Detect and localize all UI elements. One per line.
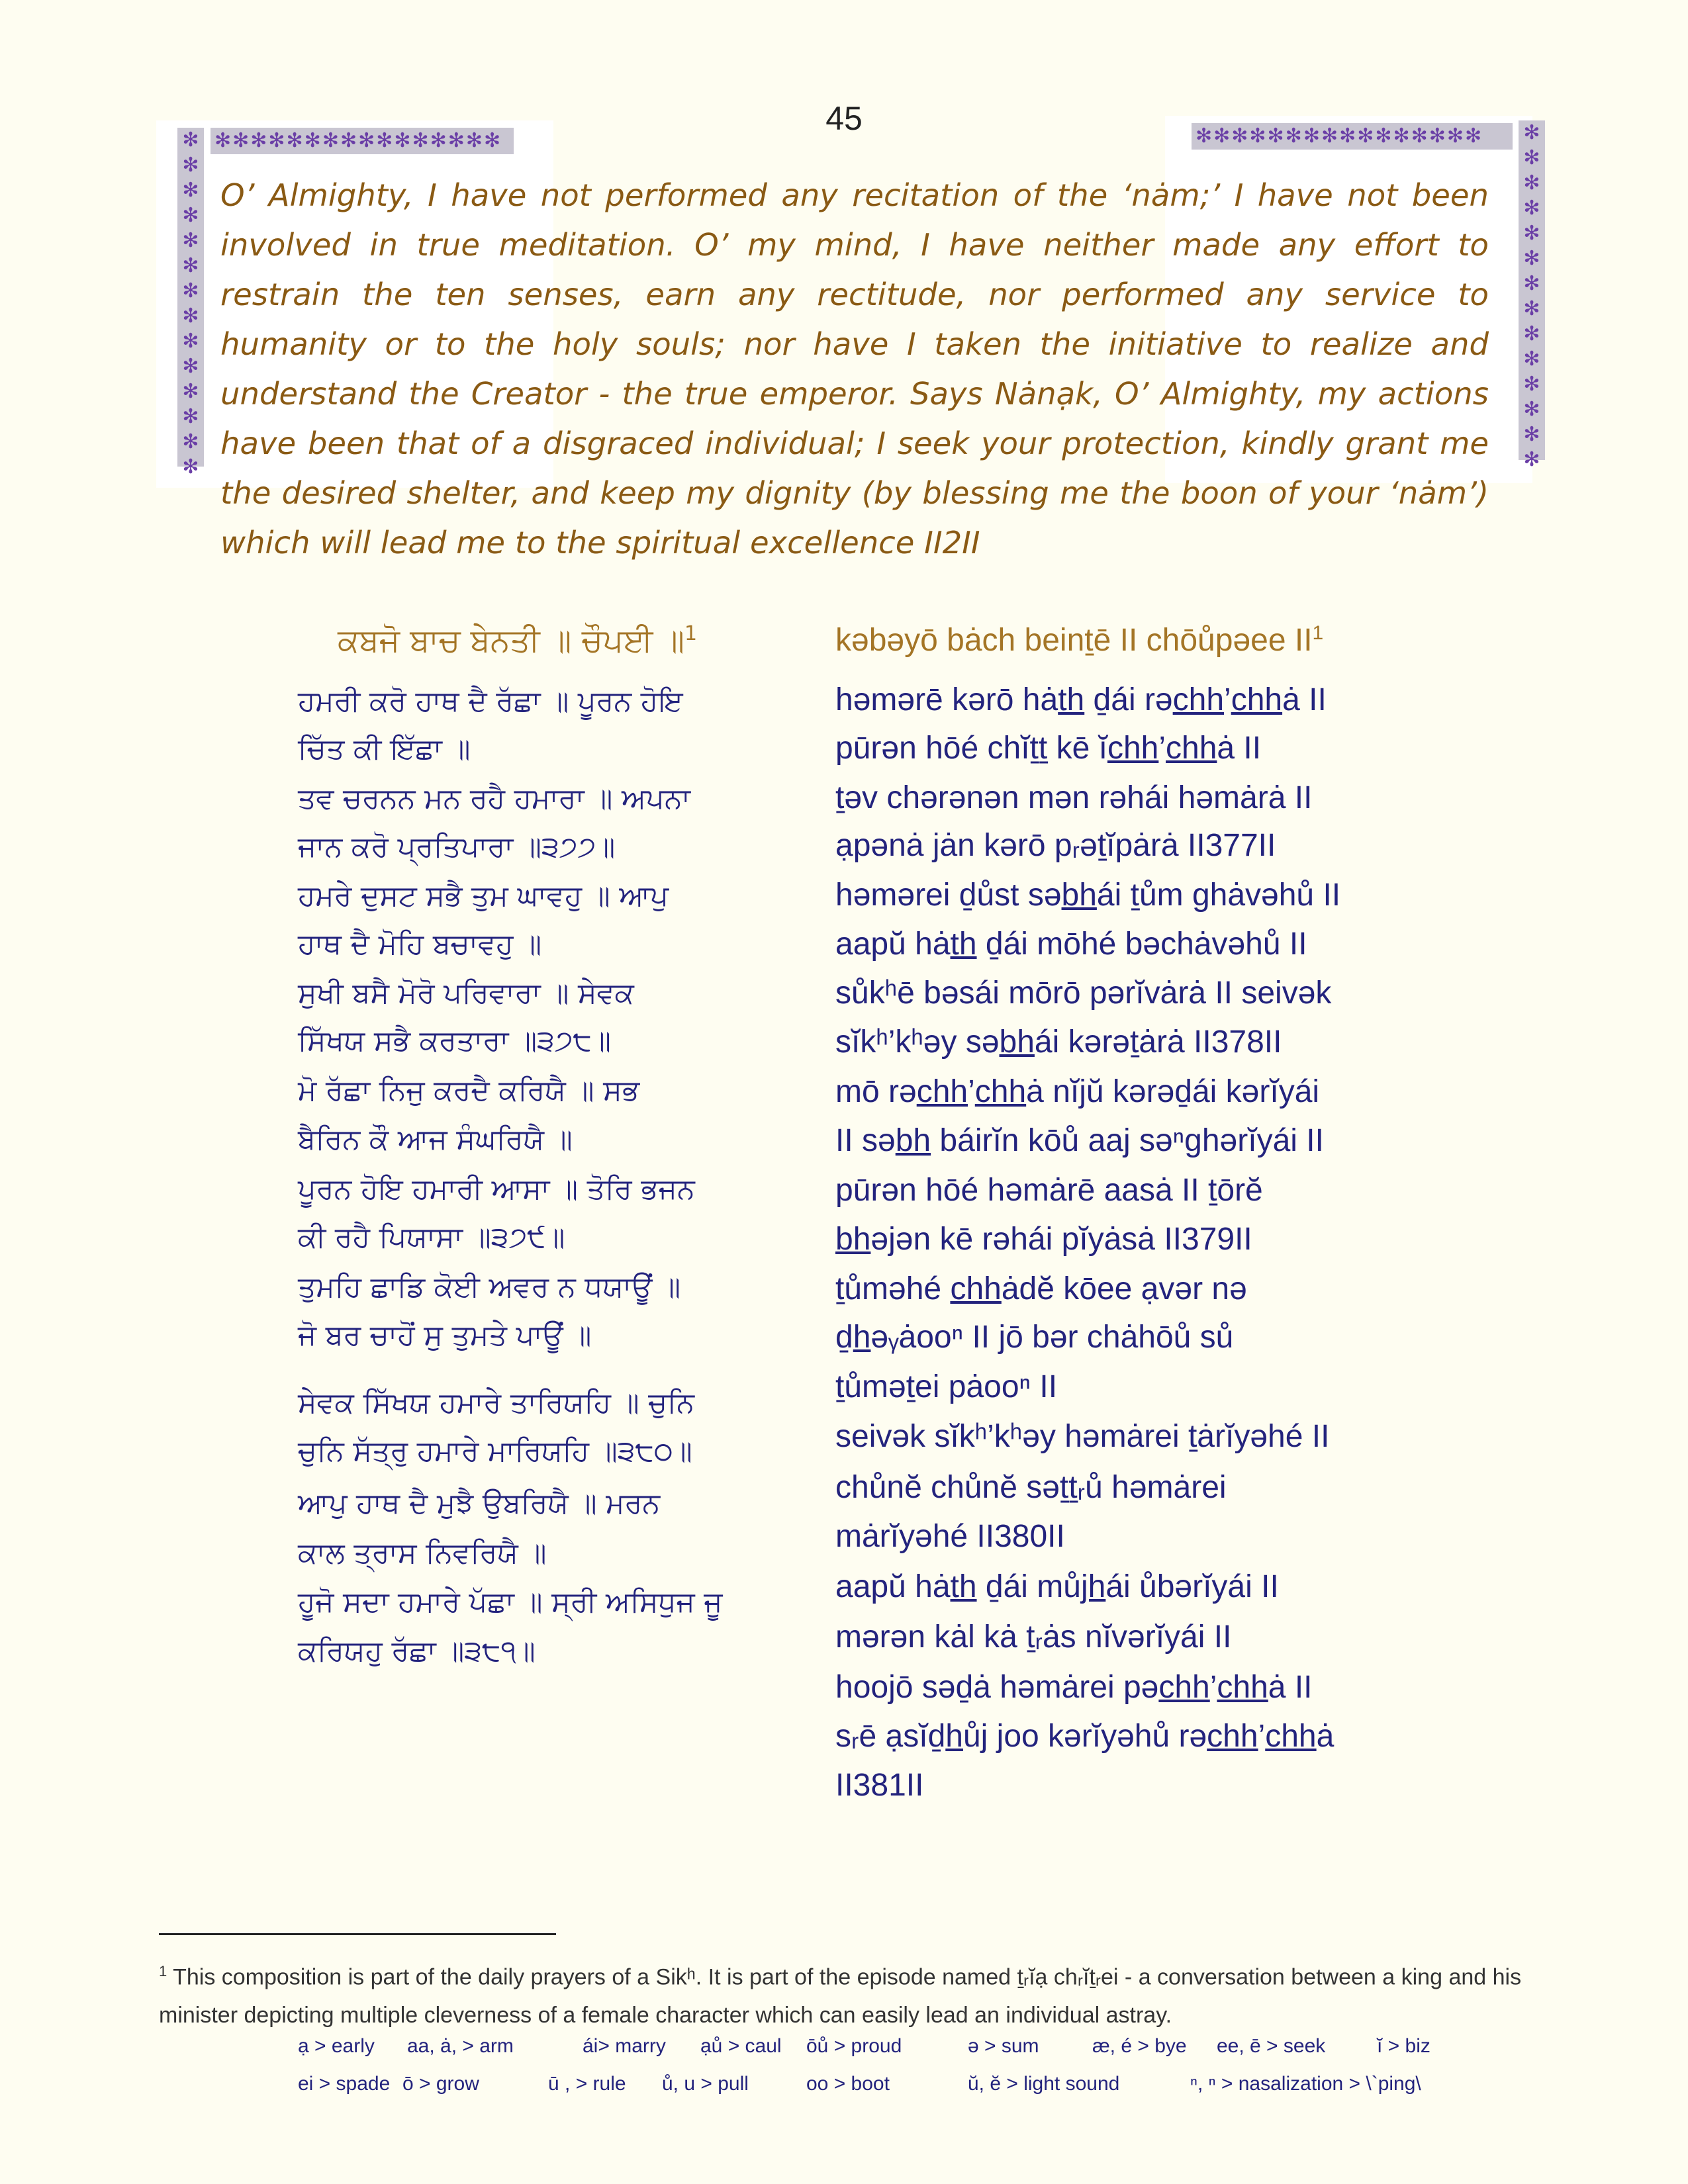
translit-line: aapŭ hȧth ḏái můjhái ůbərĭyái II	[835, 1569, 1279, 1604]
translit-line: ḏhəᵧȧooⁿ II jō bər chȧhōů sů	[835, 1320, 1234, 1355]
gurmukhi-line: ਹਮਰੀ ਕਰੋ ਹਾਥ ਦੈ ਰੱਛਾ ॥ ਪੂਰਨ ਹੋਇ	[298, 685, 683, 718]
gurmukhi-line: ਮੋ ਰੱਛਾ ਨਿਜੁ ਕਰਦੈ ਕਰਿਯੈ ॥ ਸਭ	[298, 1074, 640, 1107]
ornament-left-column: ✻ ✻ ✻ ✻ ✻ ✻ ✻ ✻ ✻ ✻ ✻ ✻ ✻ ✻	[177, 128, 204, 467]
gurmukhi-line: ਤੁਮਹਿ ਛਾਡਿ ਕੋਈ ਅਵਰ ਨ ਧਯਾਊਂ ॥	[298, 1271, 681, 1304]
translit-line: II səbh báirĭn kōů aaj səⁿghərĭyái II	[835, 1123, 1324, 1158]
pronunciation-key-item: oo > boot	[806, 2073, 890, 2095]
gurmukhi-line: ਚੁਨਿ ਸੱਤ੍ਰੁ ਹਮਾਰੇ ਮਾਰਿਯਹਿ ॥੩੮੦॥	[298, 1435, 692, 1468]
translit-line: pūrən hōé chĭṯṯ kē ĭchh’chhȧ II	[835, 731, 1262, 766]
pronunciation-key-item: ō > grow	[402, 2073, 479, 2095]
footnote	[159, 1952, 1536, 2034]
ornament-right-column: ✻ ✻ ✻ ✻ ✻ ✻ ✻ ✻ ✻ ✻ ✻ ✻ ✻ ✻	[1519, 120, 1545, 460]
gurmukhi-line: ਹਾਥ ਦੈ ਮੋਹਿ ਬਚਾਵਹੁ ॥	[298, 928, 542, 961]
translit-line: pūrən hōé həmȧrē aasȧ II ṯōrĕ	[835, 1173, 1263, 1208]
page-number: 45	[825, 100, 863, 137]
translit-line: sůkʰē bəsái mōrō pərĭvȧrȧ II seivək	[835, 976, 1332, 1011]
pronunciation-key-item: ə > sum	[968, 2035, 1039, 2057]
footnote-ref-gurmukhi: 1	[684, 622, 698, 645]
translit-line: aapŭ hȧth ḏái mōhé bəchȧvəhů II	[835, 927, 1307, 962]
gurmukhi-line: ਸੁਖੀ ਬਸੈ ਮੋਰੋ ਪਰਿਵਾਰਾ ॥ ਸੇਵਕ	[298, 977, 634, 1010]
gurmukhi-line: ਚਿੱਤ ਕੀ ਇੱਛਾ ॥	[298, 733, 471, 766]
translit-line: həmərei ḏůst səbhái ṯům ghȧvəhů II	[835, 878, 1341, 913]
gurmukhi-line: ਸੇਵਕ ਸਿੱਖਯ ਹਮਾਰੇ ਤਾਰਿਯਹਿ ॥ ਚੁਨਿ	[298, 1387, 695, 1420]
pronunciation-key-item: ů, u > pull	[662, 2073, 749, 2095]
translit-line: ṯəv chərənən mən rəhái həmȧrȧ II	[835, 780, 1313, 815]
gurmukhi-line: ਬੈਰਿਨ ਕੌ ਆਜ ਸੰਘਰਿਯੈ ॥	[298, 1123, 573, 1156]
pronunciation-key-item: ĭ > biz	[1377, 2035, 1430, 2057]
translit-line: ṯůməṯei pȧooⁿ II	[835, 1369, 1058, 1404]
pronunciation-key-item: ū , > rule	[548, 2073, 626, 2095]
gurmukhi-line: ਕਰਿਯਹੁ ਰੱਛਾ ॥੩੮੧॥	[298, 1635, 536, 1668]
heading-gurmukhi	[338, 622, 697, 660]
footnote-text: This composition is part of the daily prayers of a Sikʰ. It is part of the episode named ṯᵣĭạ chᵣĭṯᵣei - a conversation between a king and his minister depicting multiple cleverness of a female character which can easily lead an individual astray.	[159, 1964, 1522, 2028]
gurmukhi-line: ਹੂਜੋ ਸਦਾ ਹਮਾਰੇ ਪੱਛਾ ॥ ਸ੍ਰੀ ਅਸਿਧੁਜ ਜੂ	[298, 1586, 723, 1619]
footnote-marker: 1	[159, 1963, 167, 1979]
heading-gurmukhi-text: ਕਬਜੋ ਬਾਚ ਬੇਨਤੀ ॥ ਚੌਪਈ ॥	[338, 622, 685, 659]
pronunciation-key-item: ạů > caul	[700, 2035, 782, 2057]
translit-line: həmərē kərō hȧth ḏái rəchh’chhȧ II	[835, 682, 1327, 717]
ornament-top-left-stripe: ✻✻✻✻✻✻✻✻✻✻✻✻✻✻✻✻	[211, 128, 514, 154]
translit-line: mərən kȧl kȧ ṯᵣȧs nĭvərĭyái II	[835, 1619, 1232, 1655]
pronunciation-key-item: æ, é > bye	[1092, 2035, 1187, 2057]
gurmukhi-line: ਕਾਲ ਤ੍ਰਾਸ ਨਿਵਰਿਯੈ ॥	[298, 1537, 547, 1570]
translit-line: seivək sĭkʰ’kʰəy həmȧrei ṯȧrĭyəhé II	[835, 1419, 1330, 1454]
translation-paragraph: O’ Almighty, I have not performed any recitation of the ‘nȧm;’ I have not been involved in true meditation. O’ my mind, I have neither made any effort to restrain the ten senses, earn any rectitude, nor performed any service to humanity or to the holy souls; nor have I taken the initiative to realize and understand the Creator - the true emperor. Says Nȧnạk, O’ Almighty, my actions have been that of a disgraced individual; I seek your protection, kindly grant me the desired shelter, and keep my dignity (by blessing me the boon of your ‘nȧm’) which will lead me to the spiritual excellence II2II	[220, 177, 1489, 561]
pronunciation-key-item: ōů > proud	[806, 2035, 902, 2057]
translit-line: mȧrĭyəhé II380II	[835, 1519, 1065, 1554]
pronunciation-key-item: ⁿ, ⁿ > nasalization > \`ping\	[1190, 2073, 1421, 2095]
translit-line: bhəjən kē rəhái pĭyȧsȧ II379II	[835, 1222, 1252, 1257]
gurmukhi-line: ਹਮਰੇ ਦੁਸਟ ਸਭੈ ਤੁਮ ਘਾਵਹੁ ॥ ਆਪੁ	[298, 880, 669, 913]
translit-line: sᵣē ạsĭḏhůj joo kərĭyəhů rəchh’chhȧ	[835, 1719, 1335, 1754]
footnote-ref-translit: 1	[1312, 622, 1324, 644]
heading-translit	[835, 622, 1323, 659]
pronunciation-key-item: ŭ, ĕ > light sound	[968, 2073, 1120, 2095]
gurmukhi-line: ਆਪੁ ਹਾਥ ਦੈ ਮੁਝੈ ਉਬਰਿਯੈ ॥ ਮਰਨ	[298, 1487, 661, 1520]
translit-line: chůnĕ chůnĕ səṯṯᵣů həmȧrei	[835, 1470, 1227, 1505]
pronunciation-key-item: ei > spade	[298, 2073, 391, 2095]
gurmukhi-line: ਪੂਰਨ ਹੋਇ ਹਮਾਰੀ ਆਸਾ ॥ ਤੋਰਿ ਭਜਨ	[298, 1173, 695, 1206]
footnote-divider	[159, 1933, 556, 1935]
pronunciation-key-item: ái> marry	[583, 2035, 666, 2057]
pronunciation-key-item: aa, ȧ, > arm	[407, 2035, 514, 2057]
translit-line: hoojō səḏȧ həmȧrei pəchh’chhȧ II	[835, 1670, 1313, 1705]
pronunciation-key-item: ạ > early	[298, 2035, 375, 2057]
gurmukhi-line: ਕੀ ਰਹੈ ਪਿਯਾਸਾ ॥੩੭੯॥	[298, 1221, 565, 1254]
gurmukhi-line: ਸਿੱਖਯ ਸਭੈ ਕਰਤਾਰਾ ॥੩੭੮॥	[298, 1024, 611, 1058]
translit-line: II381II	[835, 1768, 924, 1803]
translit-line: ṯůməhé chhȧdĕ kōee ạvər nə	[835, 1271, 1247, 1306]
ornament-top-right-stripe: ✻✻✻✻✻✻✻✻✻✻✻✻✻✻✻✻	[1192, 123, 1513, 150]
gurmukhi-line: ਜੋ ਬਰ ਚਾਹੋਂ ਸੁ ਤੁਮਤੇ ਪਾਊਂ ॥	[298, 1319, 592, 1352]
gurmukhi-line: ਤਵ ਚਰਨਨ ਮਨ ਰਹੈ ਹਮਾਰਾ ॥ ਅਪਨਾ	[298, 782, 690, 815]
heading-translit-text: kəbəyō bȧch beinṯē II chōůpəee II	[835, 623, 1313, 658]
translit-line: sĭkʰ’kʰəy səbhái kərəṯȧrȧ II378II	[835, 1024, 1282, 1060]
translit-line: ạpənȧ jȧn kərō pᵣəṯĭpȧrȧ II377II	[835, 828, 1276, 863]
pronunciation-key-item: ee, ē > seek	[1217, 2035, 1326, 2057]
gurmukhi-line: ਜਾਨ ਕਰੋ ਪ੍ਰਤਿਪਾਰਾ ॥੩੭੭॥	[298, 831, 616, 864]
translit-line: mō rəchh’chhȧ nĭjŭ kərəḏái kərĭyái	[835, 1074, 1320, 1109]
